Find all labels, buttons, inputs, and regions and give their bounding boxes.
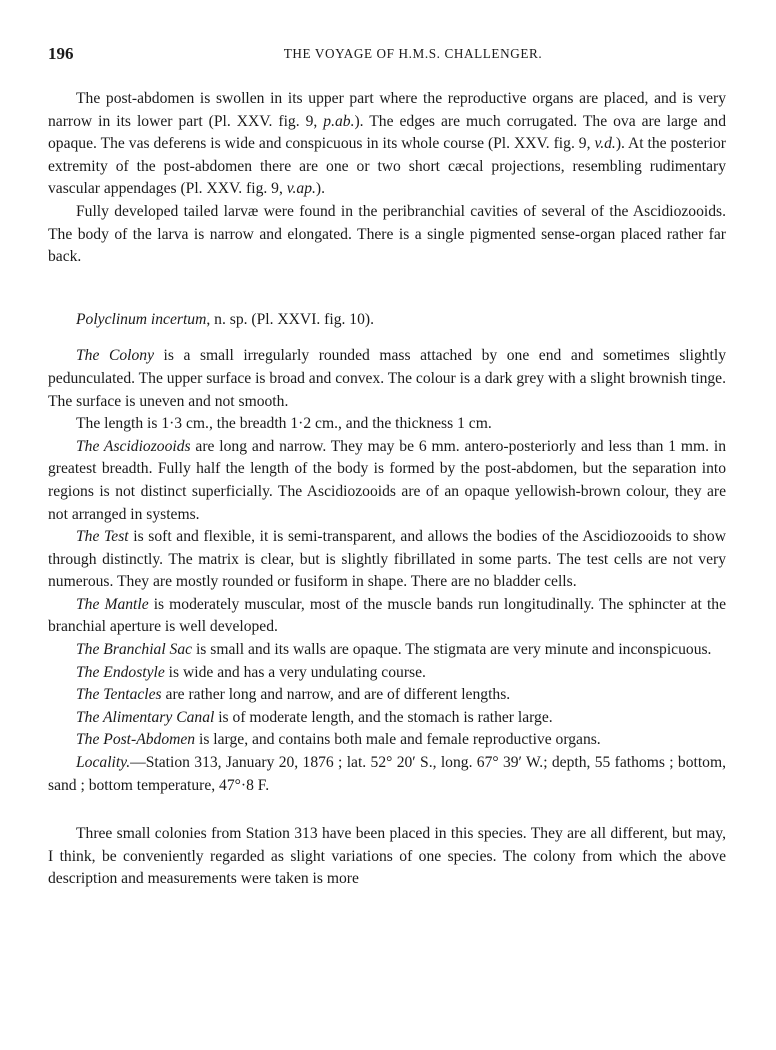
species-reference: , n. sp. (Pl. XXVI. fig. 10). bbox=[206, 310, 374, 328]
ascidiozooids-paragraph bbox=[48, 436, 726, 526]
text-run: is small and its walls are opaque. The stigmata are very minute and inconspicuous. bbox=[192, 641, 712, 659]
text-run: ). The edges are much corrugated. The ova are large and opaque. The vas deferens is wide and conspicuous in its whole course (Pl. XXV. fig. 9, bbox=[48, 112, 727, 153]
section-label: The Ascidiozooids bbox=[76, 437, 191, 455]
post-abdomen-description-paragraph bbox=[48, 729, 726, 752]
section-label: Locality. bbox=[76, 754, 131, 772]
species-name: Polyclinum incertum bbox=[76, 310, 207, 328]
section-label: The Alimentary Canal bbox=[76, 708, 215, 726]
spacer bbox=[48, 797, 726, 823]
text-run: are long and narrow. They may be 6 mm. antero-posteriorly and less than 1 mm. in greatest breadth. Fully half the length of the body is formed by the post-abdomen, but the separation into regions is not distinct superficially. The Ascidiozooids are of an opaque yellowish-brown colour, they are not arranged in systems. bbox=[48, 437, 726, 523]
section-label: The Colony bbox=[76, 347, 154, 365]
page-header bbox=[48, 44, 738, 66]
text-run: is wide and has a very undulating course. bbox=[164, 663, 426, 681]
locality-paragraph bbox=[48, 752, 726, 797]
test-paragraph bbox=[48, 526, 726, 594]
section-label: The Post-Abdomen bbox=[76, 731, 196, 749]
closing-paragraph: Three small colonies from Station 313 have been placed in this species. They are all different, but may, I think, be conveniently regarded as slight variations of one species. The colony from which the above description and measurements were taken is more bbox=[48, 825, 726, 888]
mantle-paragraph bbox=[48, 594, 726, 639]
text-run: are rather long and narrow, and are of different lengths. bbox=[161, 686, 511, 704]
text-run: The post-abdomen is swollen in its upper part where the reproductive organs are placed, and is very narrow in its lower part (Pl. XXV. fig. 9, bbox=[48, 90, 726, 130]
text-run: is large, and contains both male and female reproductive organs. bbox=[195, 731, 601, 749]
figure-ref: p.ab. bbox=[323, 112, 355, 130]
text-run: —Station 313, January 20, 1876 ; lat. 52° 20′ S., long. 67° 39′ W.; depth, 55 fathoms ; bottom, sand ; bottom temperature, 47°·8 F. bbox=[48, 754, 726, 794]
figure-ref: v.d. bbox=[594, 135, 616, 153]
larvae-paragraph: Fully developed tailed larvæ were found in the peribranchial cavities of several of the Ascidiozooids. The body of the larva is narrow and elongated. There is a single pigmented sense-organ placed rather far back. bbox=[48, 202, 726, 266]
spacer bbox=[48, 269, 726, 295]
figure-ref: v.ap. bbox=[286, 180, 316, 198]
page-body bbox=[48, 88, 726, 891]
post-abdomen-paragraph bbox=[48, 88, 726, 201]
alimentary-canal-paragraph bbox=[48, 707, 726, 730]
endostyle-paragraph bbox=[48, 662, 726, 685]
text-run: is moderately muscular, most of the muscle bands run longitudinally. The sphincter at the branchial aperture is well developed. bbox=[48, 595, 726, 636]
branchial-sac-paragraph bbox=[48, 639, 726, 662]
text-run: ). bbox=[315, 180, 326, 198]
text-run: is of moderate length, and the stomach is rather large. bbox=[214, 708, 553, 726]
section-label: The Branchial Sac bbox=[76, 641, 193, 659]
length-paragraph: The length is 1·3 cm., the breadth 1·2 cm., and the thickness 1 cm. bbox=[76, 415, 492, 433]
tentacles-paragraph bbox=[48, 684, 726, 707]
text-run: is soft and flexible, it is semi-transparent, and allows the bodies of the Ascidiozooids to show through distinctly. The matrix is clear, but is slightly fibrillated in some parts. The test cells are not very numerous. They are mostly rounded or fusiform in shape. There are no bladder cells. bbox=[48, 528, 726, 591]
section-label: The Tentacles bbox=[76, 686, 162, 704]
text-run: ). At the posterior extremity of the post-abdomen there are one or two short cæcal projections, resembling rudimentary vascular appendages (Pl. XXV. fig. 9, bbox=[48, 135, 726, 198]
text-run: is a small irregularly rounded mass attached by one end and sometimes slightly pedunculated. The upper surface is broad and convex. The colour is a dark grey with a slight brownish tinge. The surface is uneven and not smooth. bbox=[48, 347, 726, 410]
colony-paragraph bbox=[48, 345, 726, 413]
page-number: 196 bbox=[48, 44, 74, 63]
section-label: The Endostyle bbox=[76, 663, 165, 681]
section-label: The Test bbox=[76, 528, 129, 546]
section-label: The Mantle bbox=[76, 595, 149, 613]
running-title: THE VOYAGE OF H.M.S. CHALLENGER. bbox=[283, 46, 543, 61]
species-heading bbox=[48, 309, 726, 332]
